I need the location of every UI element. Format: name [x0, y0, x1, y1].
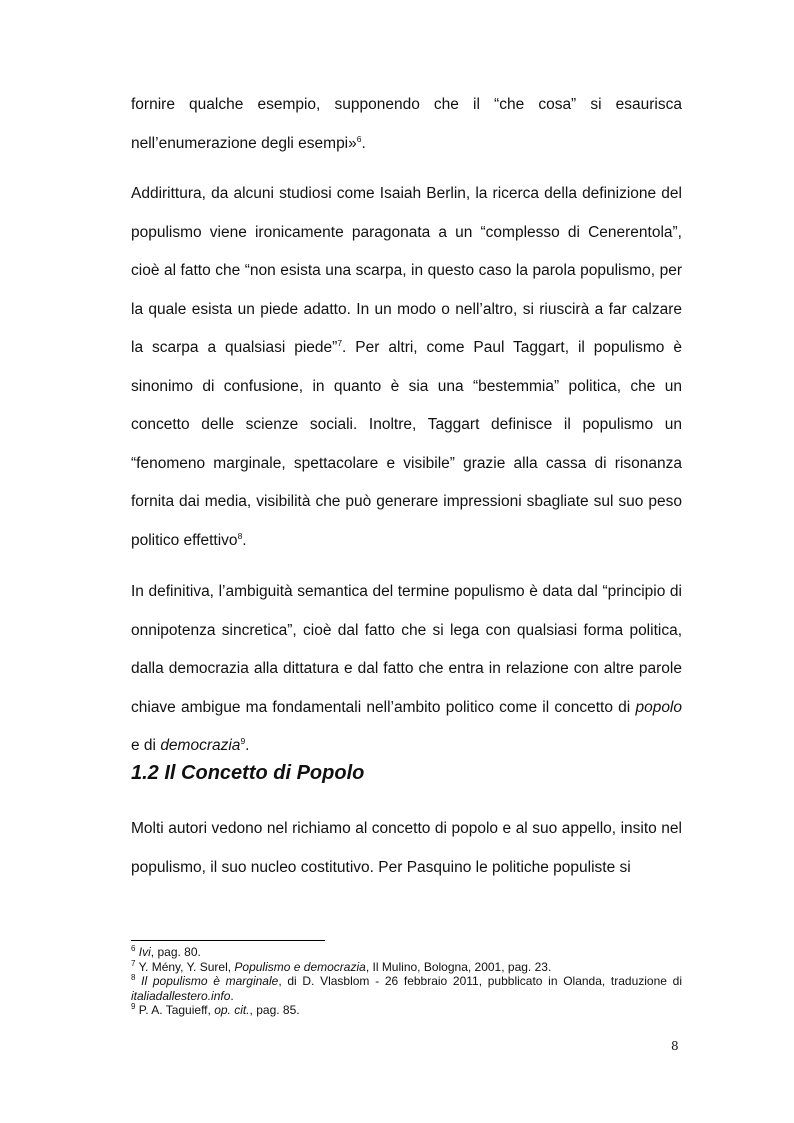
- page-number: 8: [671, 1039, 679, 1053]
- footnote-6: $^6$ Ivi, pag. 80.: [131, 944, 201, 959]
- section-2-text: [131, 810, 682, 900]
- paragraph-3: In definitiva, l’ambiguità semantica del termine populismo è data dal “principio di onnipotenza sincretica”, cioè dal fatto che si lega con qualsiasi forma politica, dalla democrazia alla dittatura e dal fatto che entra in relazione con altre parole chiave ambigue ma fondamentali nell’ambito politico come il concetto di popolo e di democrazia$^9$.: [131, 583, 682, 754]
- footnote-ref-9[interactable]: 9: [240, 735, 246, 746]
- footnote-9: $^9$ P. A. Taguieff, op. cit., pag. 85.: [131, 1002, 300, 1017]
- section-heading: 1.2 Il Concetto di Popolo: [131, 762, 365, 784]
- footnotes: [131, 940, 682, 1018]
- footnote-7: $^7$ Y. Mény, Y. Surel, Populismo e democrazia, Il Mulino, Bologna, 2001, pag. 23.: [131, 958, 552, 974]
- body-text: [131, 86, 682, 779]
- paragraph-4: Molti autori vedono nel richiamo al concetto di popolo e al suo appello, insito nel populismo, il suo nucleo costitutivo. Per Pasquino le politiche populiste si: [131, 820, 682, 876]
- footnote-8: $^8$ Il populismo è marginale, di D. Vlasblom - 26 febbraio 2011, pubblicato in Olanda, traduzione di italiadallestero.info.: [131, 973, 682, 1003]
- footnote-ref-7[interactable]: 7: [337, 337, 343, 348]
- paragraph-2: Addirittura, da alcuni studiosi come Isaiah Berlin, la ricerca della definizione del populismo viene ironicamente paragonata a un “complesso di Cenerentola”, cioè al fatto che “non esista una scarpa, in questo caso la parola populismo, per la quale esista un piede adatto. In un modo o nell’altro, si riuscirà a far calzare la scarpa a qualsiasi piede”$^7$. Per altri, come Paul Taggart, il populismo è sinonimo di confusione, in quanto è sia una “bestemmia” politica, che un concetto delle scienze sociali. Inoltre, Taggart definisce il populismo un “fenomeno marginale, spettacolare e visibile” grazie alla cassa di risonanza fornita dai media, visibilità che può generare impressioni sbagliate sul suo peso politico effettivo$^8$.: [131, 185, 682, 549]
- footnote-divider: [131, 940, 325, 941]
- footnote-ref-8[interactable]: 8: [237, 530, 243, 541]
- footnote-ref-6[interactable]: 6: [356, 133, 362, 144]
- paragraph-1: fornire qualche esempio, supponendo che il “che cosa” si esaurisca nell’enumerazione degli esempi»$^6$.: [131, 96, 682, 152]
